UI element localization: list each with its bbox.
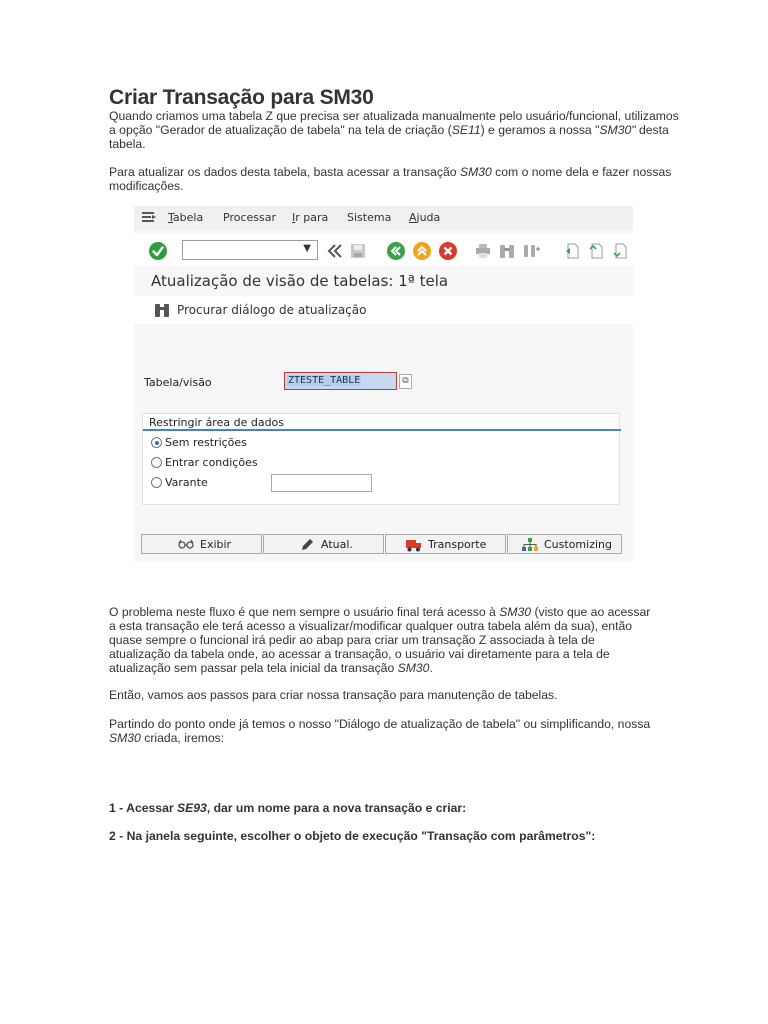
paragraph-starting-point: Partindo do ponto onde já temos o nosso "Diálogo de atualização de tabela" ou simplificando, nossa SM30 criada, iremos:	[109, 717, 651, 745]
first-page-icon[interactable]	[564, 243, 580, 259]
group-title-underline	[143, 429, 621, 431]
radio-label: Varante	[165, 476, 208, 489]
step-1: 1 - Acessar SE93, dar um nome para a nova transação e criar:	[109, 801, 467, 815]
customizing-button[interactable]: Customizing	[507, 534, 622, 554]
exit-icon[interactable]	[413, 242, 431, 260]
value-help-icon[interactable]: ⧉	[399, 374, 412, 389]
transport-button[interactable]: Transporte	[385, 534, 506, 554]
next-page-icon[interactable]	[612, 243, 628, 259]
chevron-down-icon[interactable]: ▼	[303, 243, 311, 254]
radio-label: Sem restrições	[165, 436, 247, 449]
enter-check-icon[interactable]	[149, 242, 167, 260]
radio-entrar-condicoes[interactable]	[151, 457, 162, 468]
previous-page-icon[interactable]	[588, 243, 604, 259]
menu-processar[interactable]: Processar	[223, 211, 276, 224]
menu-tabela[interactable]: Tabela	[168, 211, 204, 224]
double-chevron-left-icon[interactable]	[327, 243, 343, 259]
page-title: Criar Transação para SM30	[109, 86, 374, 109]
application-toolbar	[134, 296, 633, 324]
group-title: Restringir área de dados	[149, 416, 285, 429]
radio-sem-restricoes[interactable]	[151, 437, 162, 448]
find-icon[interactable]	[499, 243, 515, 259]
find-next-icon[interactable]	[523, 243, 541, 259]
paragraph-problem: O problema neste fluxo é que nem sempre o usuário final terá acesso à SM30 (visto que ao acessar a esta transação ele terá acesso a visualizar/modificar qualquer outra tabela além da sua), então quase sempre o funcional irá pedir ao abap para criar um transação Z associada à tela de atualização da tabela onde, ao acessar a transação, o usuário vai diretamente para a tela de atualização sem passar pela tela inicial da transação SM30.	[109, 605, 651, 675]
truck-icon	[406, 538, 422, 552]
action-buttons	[141, 534, 625, 554]
paragraph-steps-intro: Então, vamos aos passos para criar nossa transação para manutenção de tabelas.	[109, 688, 558, 702]
menu-ajuda[interactable]: Ajuda	[409, 211, 441, 224]
back-icon[interactable]	[387, 242, 405, 260]
paragraph-intro: Quando criamos uma tabela Z que precisa ser atualizada manualmente pelo usuário/funcional, utilizamos a opção "Gerador de atualização de tabela" na tela de criação (SE11) e geramos a nossa "SM30" desta tabela.	[109, 109, 679, 151]
save-icon[interactable]	[350, 243, 366, 259]
menu-ir-para[interactable]: Ir para	[292, 211, 329, 224]
step-2: 2 - Na janela seguinte, escolher o objeto de execução "Transação com parâmetros":	[109, 829, 596, 843]
variant-input[interactable]	[271, 474, 372, 492]
search-dialog-button[interactable]: Procurar diálogo de atualização	[177, 303, 367, 317]
display-button[interactable]: Exibir	[141, 534, 262, 554]
restrict-data-group	[142, 413, 620, 505]
glasses-icon	[178, 538, 194, 550]
table-view-input[interactable]: ZTESTE_TABLE	[284, 372, 397, 390]
cancel-icon[interactable]	[439, 242, 457, 260]
sap-menu-bar	[134, 206, 633, 230]
print-icon[interactable]	[475, 243, 491, 259]
paragraph-sm30: Para atualizar os dados desta tabela, basta acessar a transação SM30 com o nome dela e fazer nossas modificações.	[109, 165, 672, 193]
binoculars-icon[interactable]	[154, 302, 170, 318]
command-field[interactable]	[182, 240, 318, 260]
pencil-icon	[300, 538, 314, 552]
screen-title: Atualização de visão de tabelas: 1ª tela	[151, 272, 449, 290]
table-view-label: Tabela/visão	[144, 376, 212, 389]
radio-variante[interactable]	[151, 477, 162, 488]
sap-screenshot	[134, 206, 633, 562]
change-button[interactable]: Atual.	[263, 534, 384, 554]
hierarchy-icon	[522, 538, 538, 552]
radio-label: Entrar condições	[165, 456, 258, 469]
menu-sistema[interactable]: Sistema	[347, 211, 392, 224]
menu-icon[interactable]	[142, 211, 156, 223]
